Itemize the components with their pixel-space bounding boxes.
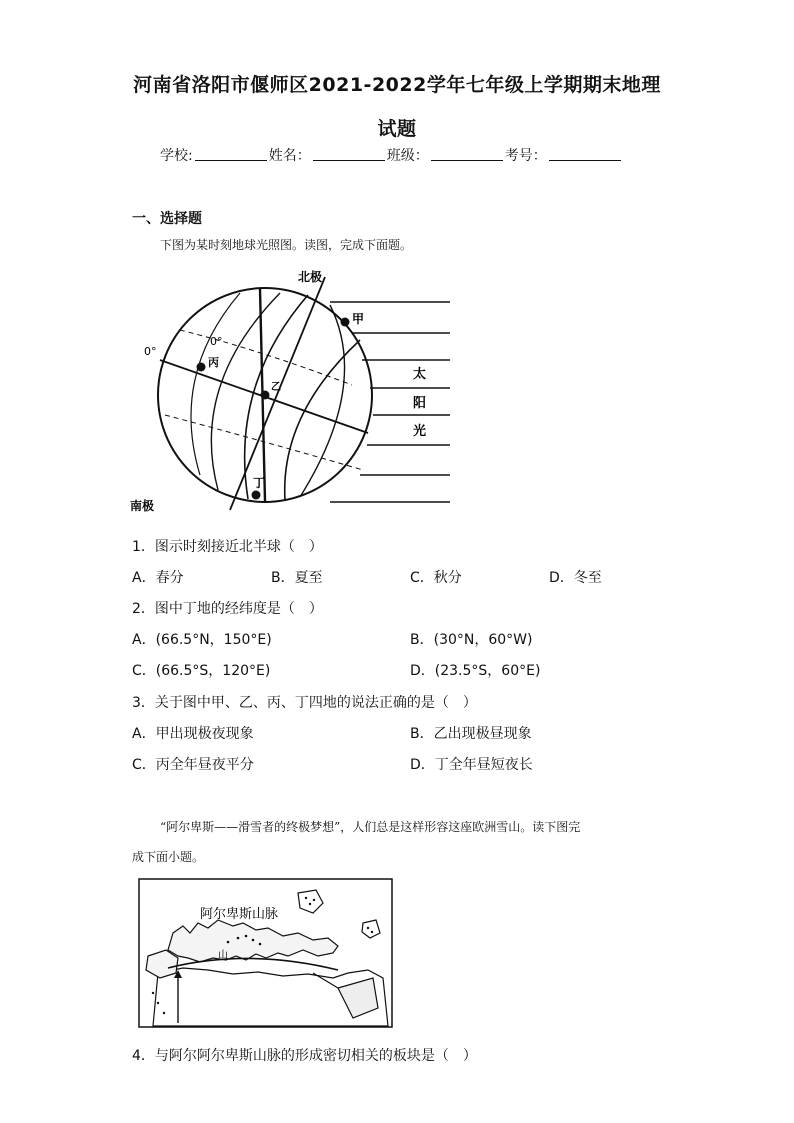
label-jia: 甲: [352, 312, 365, 326]
alps-label: 阿尔卑斯山脉: [200, 907, 279, 922]
q1-option-c[interactable]: C．秋分: [410, 570, 462, 586]
exam-number-label: 考号：: [504, 148, 547, 164]
name-label: 姓名：: [268, 148, 311, 164]
q1-option-a[interactable]: A．春分: [132, 570, 184, 586]
point-ding: [252, 491, 261, 500]
q3-option-b[interactable]: B．乙出现极昼现象: [410, 726, 532, 742]
question-4-stem: 4．与阿尔阿尔卑斯山脉的形成密切相关的板块是（ ）: [132, 1048, 477, 1064]
label-sun-1: 太: [413, 367, 427, 382]
point-yi: [261, 391, 270, 400]
q1-option-d[interactable]: D．冬至: [549, 570, 602, 586]
label-ding: 丁: [253, 476, 266, 490]
page-title: 河南省洛阳市偃师区2021-2022学年七年级上学期期末地理: [133, 74, 661, 96]
intro-text-2-line2: 成下面小题。: [132, 850, 205, 864]
q2-option-c[interactable]: C．(66.5°S，120°E): [132, 663, 271, 679]
label-sun-2: 阳: [413, 396, 427, 411]
label-zero-left: 0°: [144, 345, 157, 358]
exam-number-blank[interactable]: [549, 145, 621, 161]
point-jia: [341, 318, 350, 327]
q1-option-b[interactable]: B．夏至: [271, 570, 323, 586]
label-south-pole: 南极: [130, 499, 155, 513]
label-yi: 乙: [271, 382, 281, 393]
label-zero-longitude: 0°: [210, 335, 223, 348]
student-info-row: [160, 145, 623, 165]
school-blank[interactable]: [195, 145, 267, 161]
q3-option-c[interactable]: C．丙全年昼夜平分: [132, 757, 254, 773]
page-title-line2: 试题: [377, 118, 417, 140]
earth-axis: [230, 277, 325, 510]
label-north-pole: 北极: [298, 270, 323, 284]
name-blank[interactable]: [313, 145, 385, 161]
label-sun-3: 光: [413, 424, 427, 439]
q2-option-a[interactable]: A．(66.5°N，150°E): [132, 632, 272, 648]
question-2-stem: 2．图中丁地的经纬度是（ ）: [132, 601, 323, 617]
point-bing: [197, 363, 206, 372]
intro-text-2-line1: “阿尔卑斯——滑雪者的终极梦想”，人们总是这样形容这座欧洲雪山。读下图完: [160, 820, 581, 834]
question-1-stem: 1．图示时刻接近北半球（ ）: [132, 539, 323, 555]
q3-option-a[interactable]: A．甲出现极夜现象: [132, 726, 254, 742]
class-blank[interactable]: [431, 145, 503, 161]
question-3-stem: 3．关于图中甲、乙、丙、丁四地的说法正确的是（ ）: [132, 695, 477, 711]
school-label: 学校:: [160, 148, 193, 164]
alps-map-figure: [138, 878, 393, 1028]
q3-option-d[interactable]: D．丁全年昼短夜长: [410, 757, 533, 773]
q2-option-b[interactable]: B．(30°N，60°W): [410, 632, 533, 648]
section-heading: 一、选择题: [132, 211, 202, 227]
alps-small-label: 山: [218, 950, 228, 961]
label-bing: 丙: [208, 356, 219, 369]
class-label: 班级：: [386, 148, 429, 164]
q2-option-d[interactable]: D．(23.5°S，60°E): [410, 663, 541, 679]
earth-illumination-figure: [130, 265, 460, 520]
intro-text-1: 下图为某时刻地球光照图。读图，完成下面题。: [160, 238, 413, 252]
